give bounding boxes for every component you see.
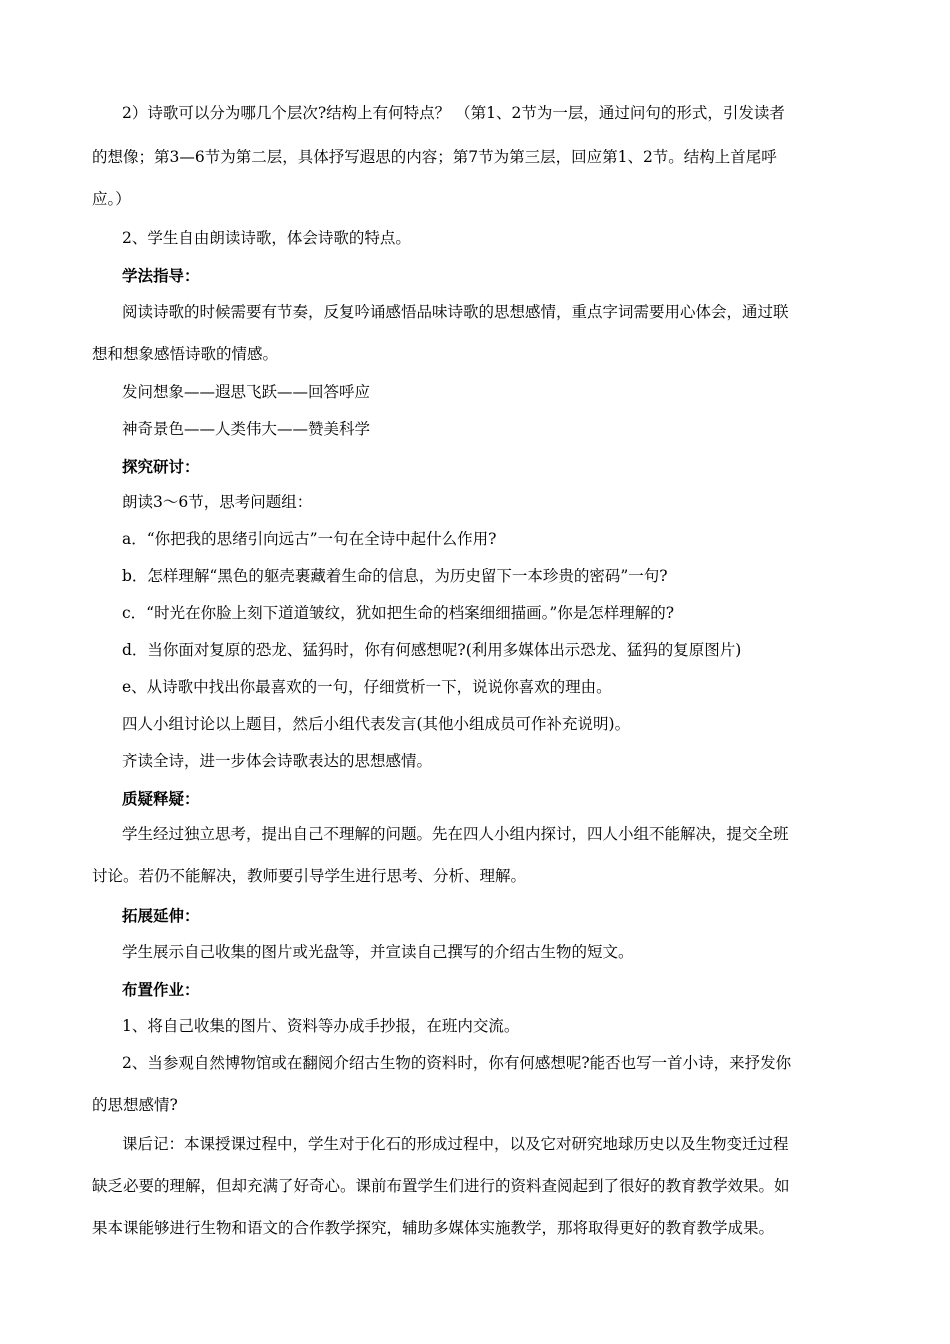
question-item: d．当你面对复原的恐龙、猛犸时，你有何感想呢?(利用多媒体出示恐龙、猛犸的复原图片) (122, 641, 742, 659)
paragraph-line: 的思想感情? (92, 1096, 178, 1114)
paragraph-line: 应。） (92, 190, 131, 208)
section-heading: 质疑释疑： (122, 789, 200, 808)
paragraph-line: 果本课能够进行生物和语文的合作教学探究，辅助多媒体实施教学，那将取得更好的教育教学成果。 (92, 1219, 775, 1237)
paragraph-line: 2、学生自由朗读诗歌，体会诗歌的特点。 (122, 229, 411, 247)
paragraph-line: 学生经过独立思考，提出自己不理解的问题。先在四人小组内探讨，四人小组不能解决，提交全班 (122, 825, 789, 843)
paragraph-line: 齐读全诗，进一步体会诗歌表达的思想感情。 (122, 752, 433, 770)
homework-item: 2、当参观自然博物馆或在翻阅介绍古生物的资料时，你有何感想呢?能否也写一首小诗，来抒发你 (122, 1054, 792, 1072)
paragraph-line: 阅读诗歌的时候需要有节奏，反复吟诵感悟品味诗歌的思想感情，重点字词需要用心体会，通过联 (122, 303, 789, 321)
question-item: a．“你把我的思绪引向远古”一句在全诗中起什么作用? (122, 530, 497, 548)
question-item: c．“时光在你脸上刻下道道皱纹，犹如把生命的档案细细描画。”你是怎样理解的? (122, 604, 675, 622)
homework-item: 1、将自己收集的图片、资料等办成手抄报，在班内交流。 (122, 1017, 520, 1035)
question-item: b．怎样理解“黑色的躯壳裹藏着生命的信息，为历史留下一本珍贵的密码”一句? (122, 567, 668, 585)
question-item: e、从诗歌中找出你最喜欢的一句，仔细赏析一下，说说你喜欢的理由。 (122, 678, 612, 696)
section-heading: 拓展延伸： (122, 906, 200, 925)
paragraph-line: 的想像；第3—6节为第二层，具体抒写遐思的内容；第7节为第三层，回应第1、2节。结构上首尾呼 (92, 148, 777, 166)
paragraph-line: 课后记：本课授课过程中，学生对于化石的形成过程中，以及它对研究地球历史以及生物变迁过程 (122, 1135, 789, 1153)
section-heading: 布置作业： (122, 980, 200, 999)
paragraph-line: 学生展示自己收集的图片或光盘等，并宣读自己撰写的介绍古生物的短文。 (122, 943, 634, 961)
paragraph-line: 想和想象感悟诗歌的情感。 (92, 345, 279, 363)
paragraph-line: 四人小组讨论以上题目，然后小组代表发言(其他小组成员可作补充说明)。 (122, 715, 631, 733)
paragraph-line: 讨论。若仍不能解决，教师要引导学生进行思考、分析、理解。 (92, 867, 527, 885)
paragraph-line: 缺乏必要的理解，但却充满了好奇心。课前布置学生们进行的资料查阅起到了很好的教育教学效果。如 (92, 1177, 790, 1195)
paragraph-line: 朗读3～6节，思考问题组： (122, 493, 313, 511)
paragraph-line: 神奇景色——人类伟大——赞美科学 (122, 420, 371, 438)
section-heading: 学法指导： (122, 266, 200, 285)
paragraph-line: 发问想象——遐思飞跃——回答呼应 (122, 383, 371, 401)
section-heading: 探究研讨： (122, 457, 200, 476)
paragraph-line: 2）诗歌可以分为哪几个层次?结构上有何特点？ （第1、2节为一层，通过问句的形式，引发读者 (122, 104, 785, 122)
